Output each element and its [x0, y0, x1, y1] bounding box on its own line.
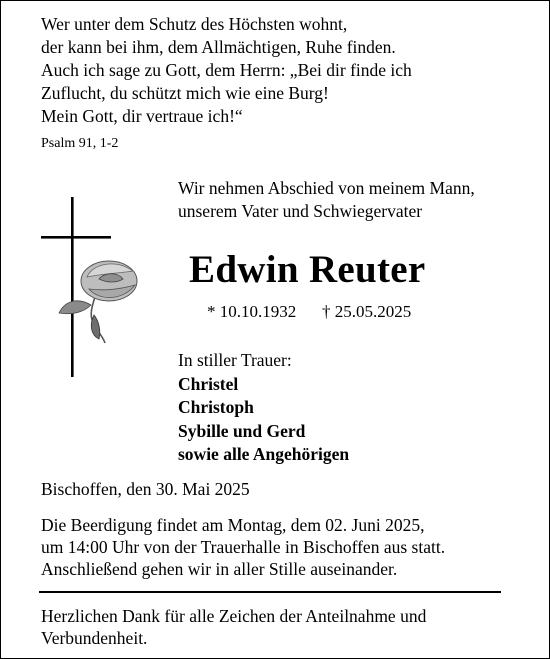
place-and-date: Bischoffen, den 30. Mai 2025	[41, 479, 250, 499]
verse-line: Mein Gott, dir vertraue ich!“	[41, 106, 243, 126]
mourners-heading: In stiller Trauer:	[178, 350, 292, 370]
rose-leaf	[59, 301, 91, 314]
divider-line	[39, 591, 501, 593]
funeral-line: Anschließend gehen wir in aller Stille auseinander.	[41, 559, 398, 579]
mourner-name: Christel	[178, 373, 239, 394]
deceased-name: Edwin Reuter	[189, 248, 426, 291]
mourner-name: sowie alle Angehörigen	[178, 444, 350, 464]
verse-line: Wer unter dem Schutz des Höchsten wohnt,	[41, 14, 348, 34]
verse-line: Zuflucht, du schützt mich wie eine Burg!	[41, 83, 329, 103]
thanks-line: Herzlichen Dank für alle Zeichen der Anteilnahme und	[41, 606, 427, 626]
psalm-reference: Psalm 91, 1-2	[41, 136, 119, 151]
funeral-details	[41, 514, 445, 580]
birth-date: * 10.10.1932	[207, 302, 297, 321]
thanks-note	[41, 605, 426, 649]
mourner-name: Christoph	[178, 397, 254, 417]
funeral-line: um 14:00 Uhr von der Trauerhalle in Bischoffen aus statt.	[41, 537, 446, 557]
intro-line: Wir nehmen Abschied von meinem Mann,	[178, 178, 475, 198]
psalm-verse	[41, 13, 412, 128]
verse-line: der kann bei ihm, dem Allmächtigen, Ruhe finden.	[41, 37, 396, 57]
farewell-intro	[178, 177, 475, 223]
verse-line: Auch ich sage zu Gott, dem Herrn: „Bei dir finde ich	[41, 60, 412, 80]
mourner-name: Sybille und Gerd	[178, 420, 306, 441]
mourners-block	[178, 349, 349, 467]
death-date: † 25.05.2025	[322, 302, 412, 321]
rose-leaf	[91, 315, 99, 339]
cross-with-rose-icon	[37, 193, 147, 383]
intro-line: unserem Vater und Schwiegervater	[178, 201, 423, 221]
funeral-line: Die Beerdigung findet am Montag, dem 02. Juni 2025,	[41, 515, 425, 535]
cross-vertical-beam	[71, 197, 74, 377]
thanks-line: Verbundenheit.	[41, 628, 148, 648]
cross-horizontal-beam	[41, 236, 111, 239]
